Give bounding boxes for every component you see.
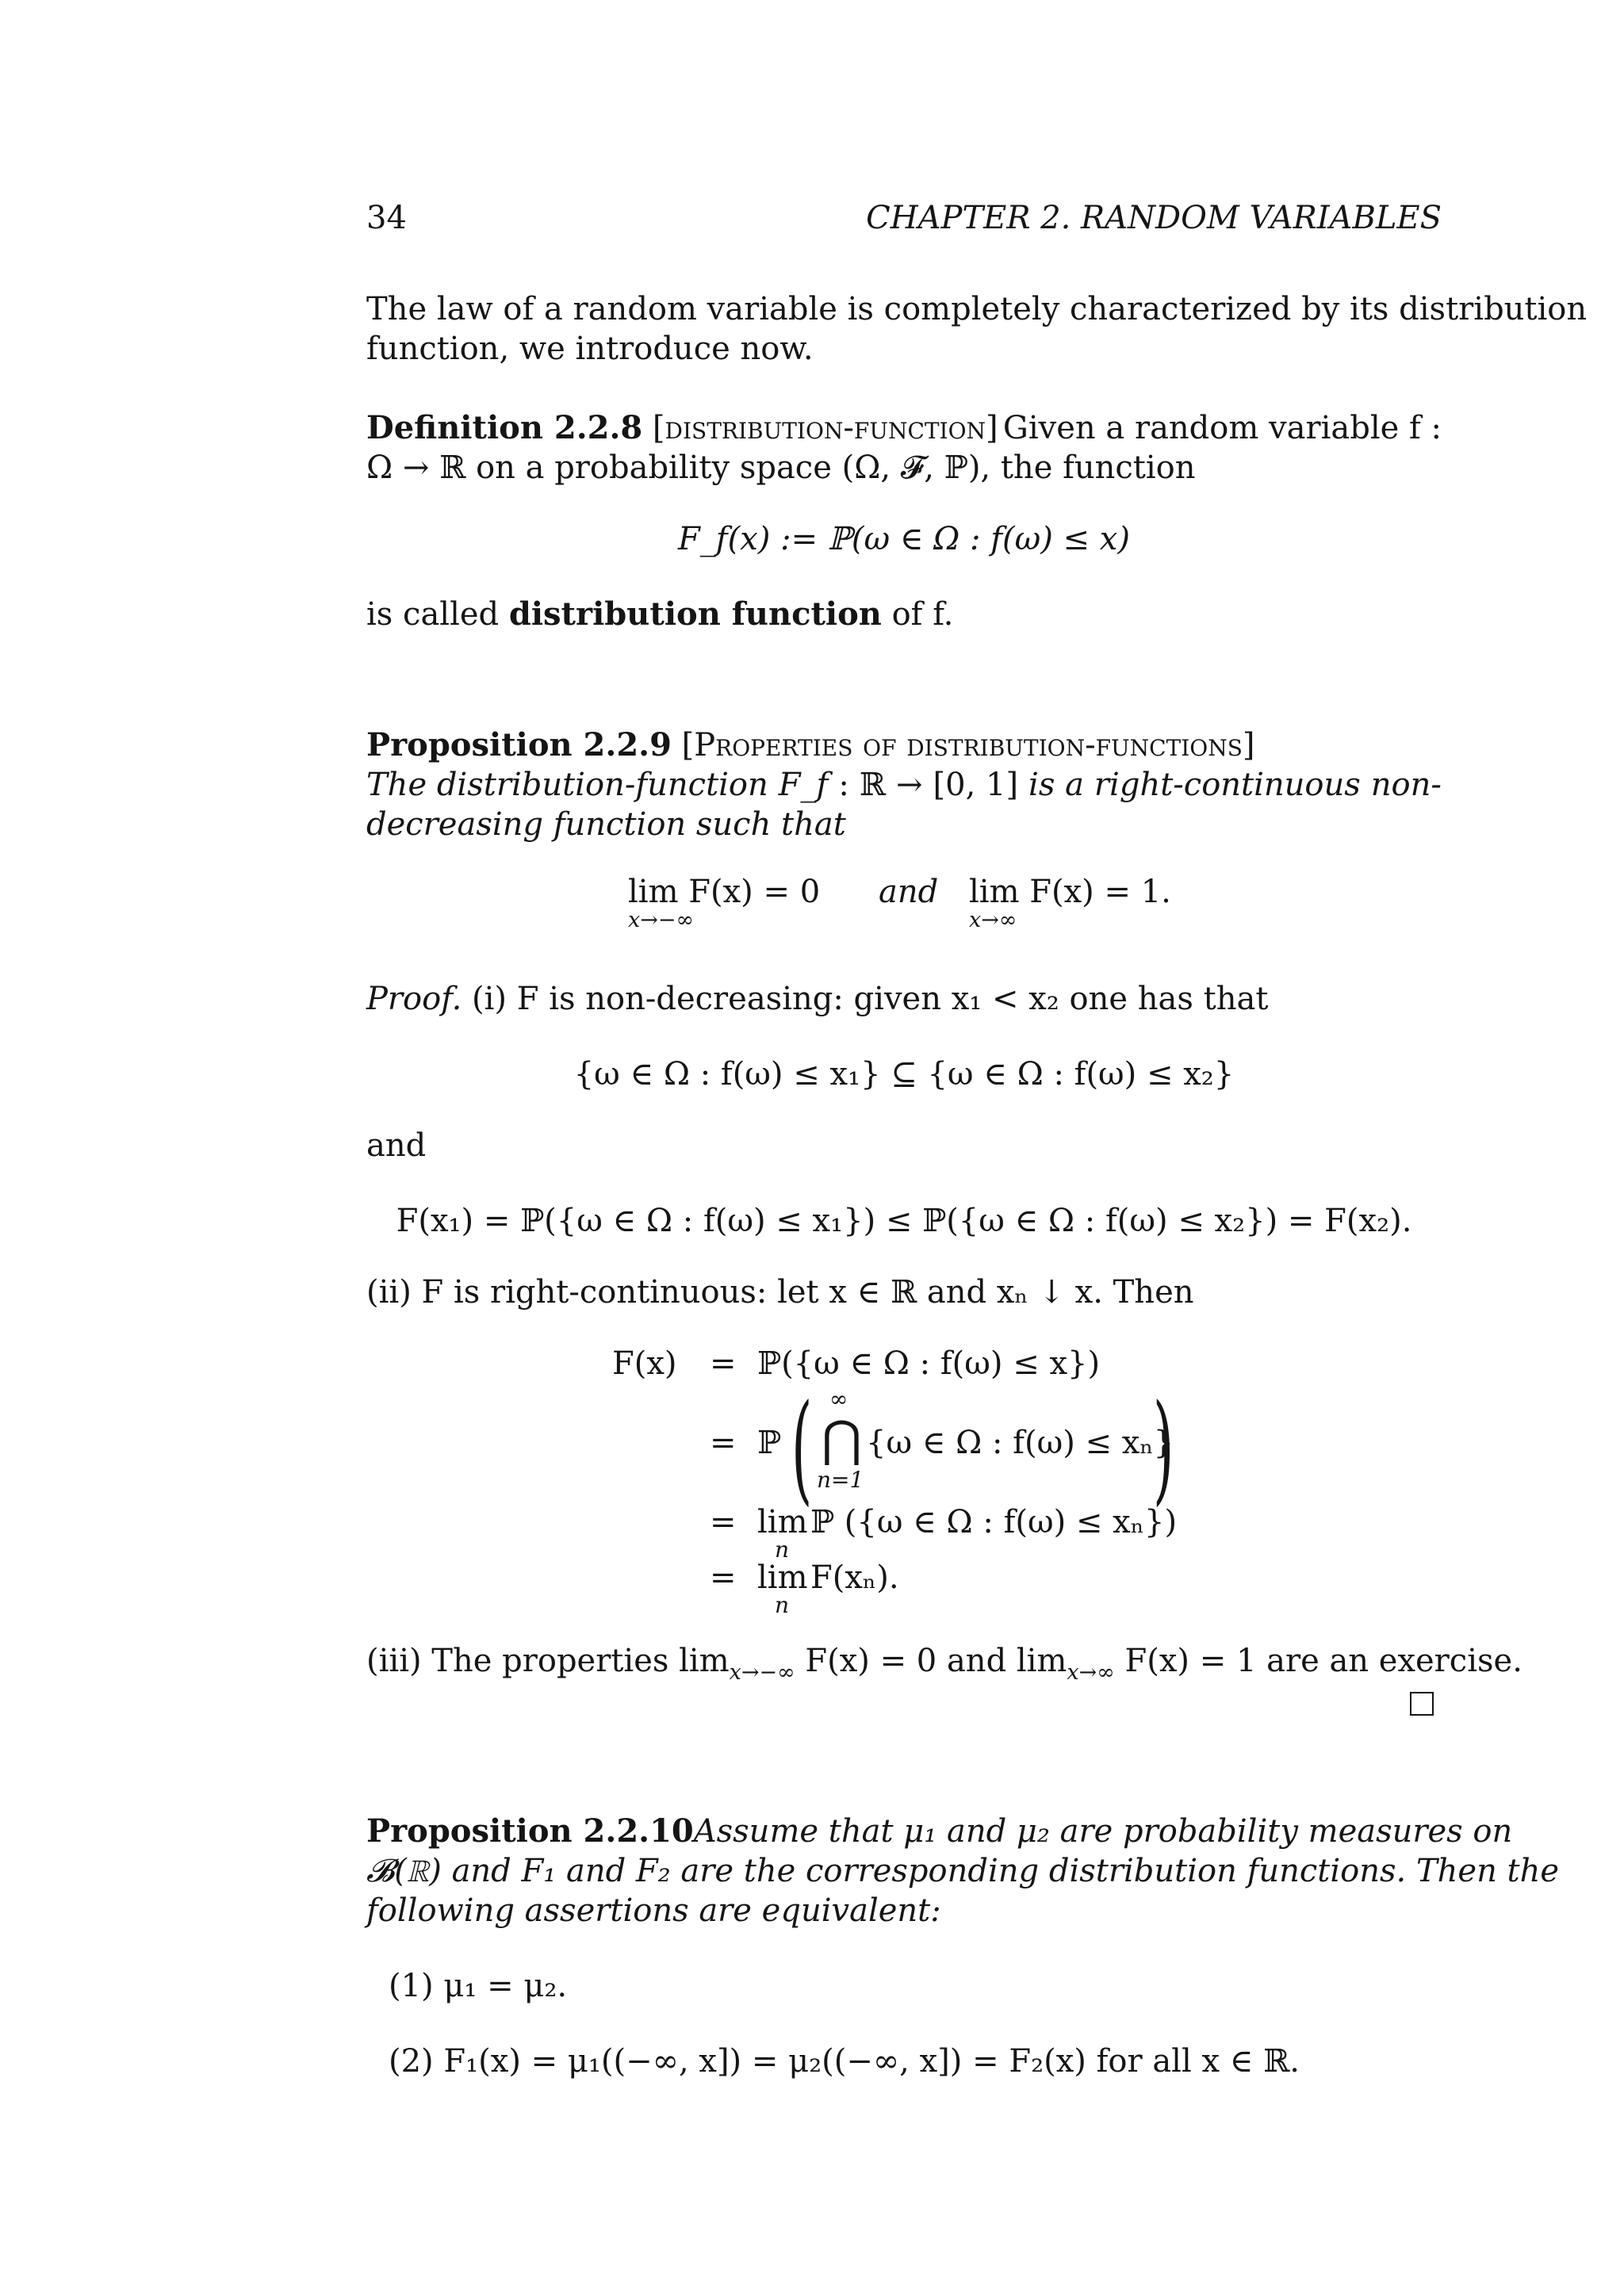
- proof-set-inclusion: {ω ∈ Ω : f(ω) ≤ x₁} ⊆ {ω ∈ Ω : f(ω) ≤ x₂}: [573, 1056, 1235, 1093]
- proof-inequality: F(x₁) = ℙ({ω ∈ Ω : f(ω) ≤ x₁}) ≤ ℙ({ω ∈ Ω : f(ω) ≤ x₂}) = F(x₂).: [396, 1203, 1412, 1239]
- align-eq-4: =: [710, 1559, 737, 1596]
- qed-box-icon: [1410, 1692, 1434, 1716]
- limit-left: lim F(x) = 0: [628, 874, 821, 910]
- align-row-2-prefix: ℙ: [757, 1425, 782, 1461]
- definition-formula: F_f(x) := ℙ(ω ∈ Ω : f(ω) ≤ x): [678, 521, 1130, 557]
- limit-right: lim F(x) = 1.: [969, 874, 1171, 910]
- align-row-3-rest: ℙ ({ω ∈ Ω : f(ω) ≤ xₙ}): [810, 1504, 1178, 1540]
- proposition-1-line-2: decreasing function such that: [366, 806, 846, 843]
- defined-term: distribution function: [508, 595, 882, 633]
- align-lhs: F(x): [612, 1345, 677, 1382]
- limit-right-subscript: x→∞: [969, 908, 1017, 932]
- align-row-4-subscript: n: [775, 1592, 790, 1618]
- cap-upper-limit: ∞: [829, 1386, 848, 1412]
- align-row-4-rest: F(xₙ).: [810, 1559, 899, 1596]
- definition-line-2: Ω → ℝ on a probability space (Ω, 𝓕, ℙ), the function: [366, 450, 1196, 486]
- cap-symbol: ⋂: [822, 1410, 862, 1468]
- align-row-3-subscript: n: [775, 1536, 790, 1563]
- proposition-2-line-2: 𝓑(ℝ) and F₁ and F₂ are the corresponding distribution functions. Then the: [366, 1853, 1560, 1889]
- definition-closing: is called distribution function of f.: [366, 595, 954, 633]
- align-row-3-lim: lim: [757, 1504, 808, 1540]
- proof-line-2: (ii) F is right-continuous: let x ∈ ℝ and xₙ ↓ x. Then: [366, 1274, 1194, 1311]
- definition-line-1-rest: Given a random variable f :: [1002, 410, 1442, 446]
- definition-label: Definition 2.2.8: [366, 409, 643, 446]
- cap-lower-limit: n=1: [817, 1467, 864, 1493]
- align-row-4-lim: lim: [757, 1559, 808, 1596]
- assertion-item-2: (2) F₁(x) = μ₁((−∞, x]) = μ₂((−∞, x]) = F₂(x) for all x ∈ ℝ.: [389, 2043, 1300, 2080]
- proposition-2-line-3: following assertions are equivalent:: [366, 1892, 941, 1929]
- proposition-1-tag: [Properties of distribution-functions]: [681, 727, 1255, 763]
- align-row-1: ℙ({ω ∈ Ω : f(ω) ≤ x}): [757, 1345, 1101, 1382]
- running-head: CHAPTER 2. RANDOM VARIABLES: [866, 200, 1442, 236]
- intro-line-2: function, we introduce now.: [366, 331, 814, 367]
- proposition-1-heading: [366, 725, 1442, 765]
- page-number: 34: [366, 200, 407, 236]
- proposition-2-label: Proposition 2.2.10: [366, 1812, 694, 1850]
- limit-left-subscript: x→−∞: [628, 908, 694, 932]
- proof-label: Proof.: [366, 981, 462, 1017]
- align-eq-3: =: [710, 1504, 737, 1540]
- proof-line-1: Proof. (i) F is non-decreasing: given x₁ < x₂ one has that: [366, 981, 1269, 1017]
- proof-line-3: (iii) The properties $\lim_{x\to-\infty} F(x) = 0$ and $\lim_{x\to\infty} F(x) = 1$ are an exercise.: [366, 1643, 1522, 1685]
- proposition-1-label: Proposition 2.2.9: [366, 726, 672, 763]
- align-row-2-set: {ω ∈ Ω : f(ω) ≤ xₙ}: [866, 1425, 1174, 1461]
- proposition-2-line-1: Proposition 2.2.10 Assume that μ₁ and μ₂ are probability measures on: [366, 1812, 1513, 1850]
- definition-line-1: [366, 408, 1442, 448]
- assertion-item-1: (1) μ₁ = μ₂.: [389, 1968, 568, 2004]
- definition-tag: [distribution-function]: [652, 410, 998, 446]
- proof-and: and: [366, 1127, 427, 1164]
- big-paren-right: ): [1153, 1380, 1174, 1517]
- align-eq-1: =: [710, 1345, 737, 1382]
- big-paren-left: (: [791, 1380, 813, 1517]
- intro-line-1: The law of a random variable is completely characterized by its distribution: [366, 291, 1588, 327]
- proposition-1-line-1: The distribution-function F_f : ℝ → [0, 1] is a right-continuous non-: [366, 767, 1442, 803]
- limit-and: and: [879, 874, 939, 910]
- align-eq-2: =: [710, 1425, 737, 1461]
